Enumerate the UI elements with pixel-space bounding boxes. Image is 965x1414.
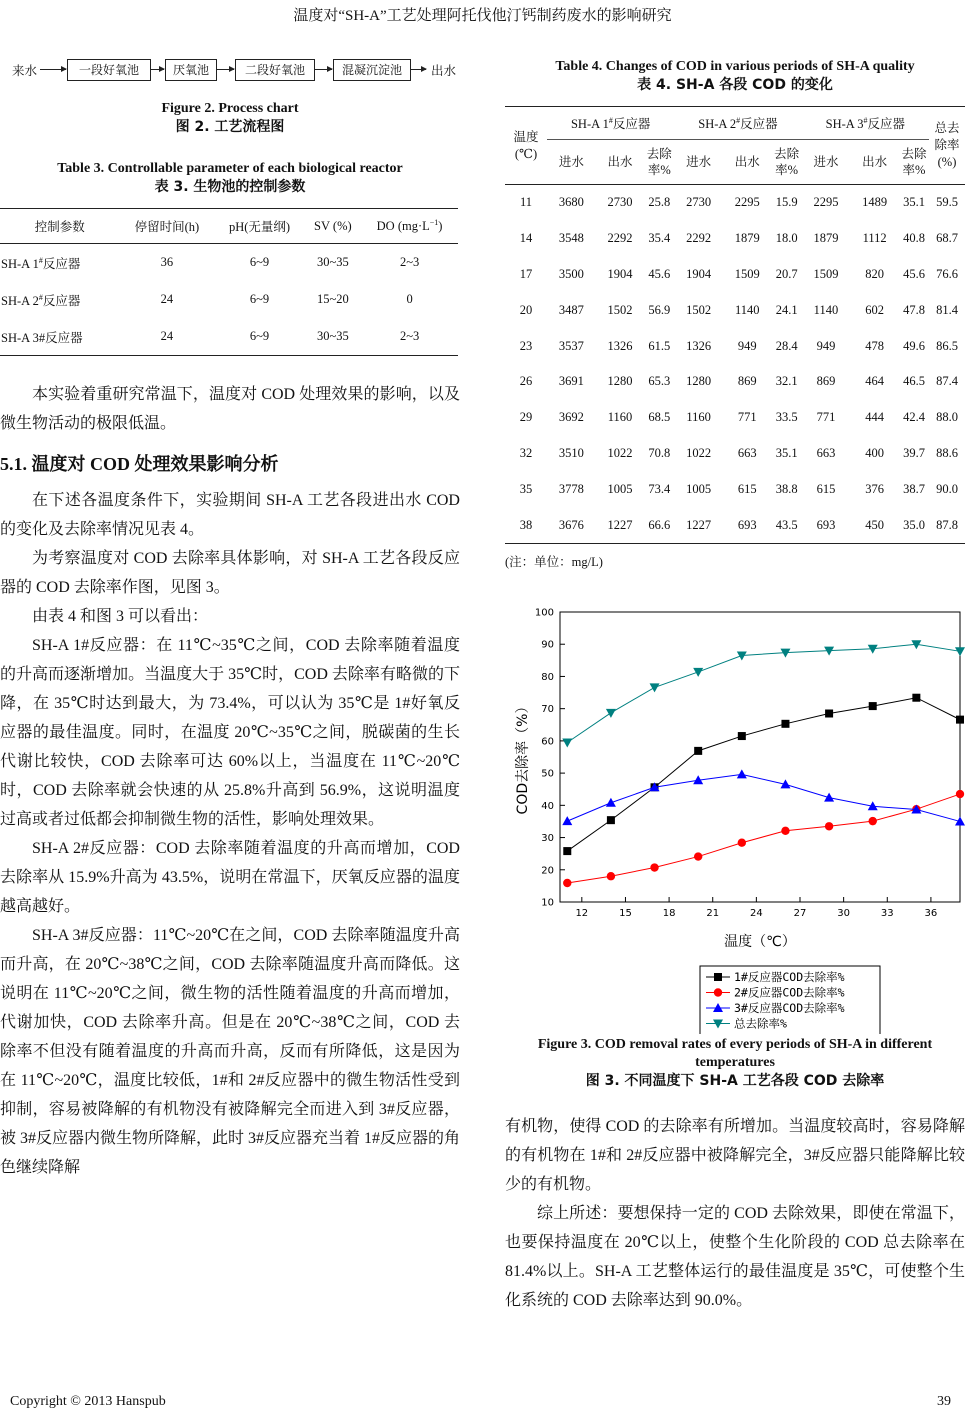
table-cell: 1227 bbox=[674, 507, 723, 543]
table-cell: 3548 bbox=[558, 231, 584, 246]
table-cell: 59.5 bbox=[936, 195, 958, 210]
table-row bbox=[505, 364, 965, 400]
table-cell: 663 bbox=[816, 445, 836, 460]
table4-subheader: 去除率% bbox=[899, 140, 929, 185]
table4-subheader: 出水 bbox=[596, 140, 645, 185]
table4-subheader: 进水 bbox=[674, 140, 723, 185]
table-cell: 42.4 bbox=[903, 410, 925, 425]
table4-group-header: SH-A 3#反应器 bbox=[802, 107, 929, 140]
table-cell: 25.8 bbox=[648, 195, 671, 210]
table-cell: 3778 bbox=[558, 481, 584, 496]
table4-subheader: 出水 bbox=[850, 140, 899, 185]
table-cell: 6~9 bbox=[249, 255, 270, 269]
table-cell: 87.4 bbox=[936, 374, 958, 389]
table-cell: 68.7 bbox=[936, 231, 958, 246]
table-cell: 1140 bbox=[735, 302, 760, 317]
table-cell: 35.0 bbox=[899, 507, 929, 543]
table-cell: 18.0 bbox=[775, 231, 798, 246]
table-cell: 869 bbox=[816, 374, 836, 389]
table-cell: 1140 bbox=[813, 302, 839, 317]
right-column bbox=[505, 50, 965, 1315]
table-cell: 444 bbox=[865, 410, 885, 425]
table-cell: 1904 bbox=[686, 266, 712, 281]
series-line bbox=[567, 644, 960, 742]
data-point-triangle-down bbox=[650, 683, 660, 692]
figure2-caption-en: Figure 2. Process chart bbox=[161, 101, 299, 116]
data-point-triangle-up bbox=[606, 798, 616, 807]
table-cell: 1160 bbox=[607, 410, 633, 425]
table-cell: 81.4 bbox=[936, 302, 958, 317]
data-point-square bbox=[956, 716, 964, 724]
table-cell: 70.8 bbox=[648, 445, 671, 460]
left-paragraph-4: 由表 4 和图 3 可以看出： bbox=[32, 608, 209, 625]
table-row bbox=[505, 221, 965, 257]
table-row bbox=[505, 471, 965, 507]
legend-label: 总去除率% bbox=[734, 1016, 787, 1031]
table-cell: 2730 bbox=[686, 195, 712, 210]
data-point-circle bbox=[781, 827, 789, 835]
table-cell: 949 bbox=[816, 338, 836, 353]
y-tick-label: 90 bbox=[541, 639, 554, 651]
flow-inlet-label: 来水 bbox=[12, 64, 38, 78]
y-tick-label: 60 bbox=[541, 736, 554, 748]
flow-box-coagulation: 混凝沉淀池 bbox=[333, 59, 411, 81]
table-cell: 1005 bbox=[686, 481, 712, 496]
table-cell: 23 bbox=[519, 338, 533, 353]
data-point-triangle-up bbox=[562, 816, 572, 825]
data-point-square bbox=[714, 973, 722, 981]
table-cell: 1904 bbox=[607, 266, 633, 281]
table-cell: 1280 bbox=[607, 374, 633, 389]
table4-group-header: SH-A 2#反应器 bbox=[674, 107, 801, 140]
table-cell: 76.6 bbox=[936, 266, 958, 281]
x-tick-label: 15 bbox=[619, 907, 632, 919]
table-cell: 1022 bbox=[686, 445, 712, 460]
data-point-circle bbox=[869, 817, 877, 825]
x-tick-label: 24 bbox=[749, 907, 763, 919]
left-paragraph-2: 在下述各温度条件下，实验期间 SH-A 工艺各段进出水 COD 的变化及去除率情况见表 4。 bbox=[0, 492, 460, 538]
data-point-circle bbox=[650, 863, 658, 871]
data-point-circle bbox=[607, 872, 615, 880]
table-cell: 14 bbox=[519, 231, 533, 246]
table-cell: 3691 bbox=[558, 374, 584, 389]
table-cell: 693 bbox=[723, 507, 772, 543]
data-point-square bbox=[738, 732, 746, 740]
x-tick-label: 18 bbox=[662, 907, 676, 919]
table-cell: 17 bbox=[519, 266, 533, 281]
data-point-square bbox=[912, 694, 920, 702]
table-cell: 1326 bbox=[607, 338, 633, 353]
data-point-circle bbox=[714, 988, 722, 996]
table-cell: 2295 bbox=[813, 195, 839, 210]
table4-total-header: 总去除率(%) bbox=[929, 107, 965, 185]
flow-box-anaerobic: 厌氧池 bbox=[165, 59, 217, 81]
data-point-triangle-down bbox=[737, 651, 747, 660]
table4-subheader: 去除率% bbox=[772, 140, 802, 185]
table-cell: 478 bbox=[865, 338, 885, 353]
table-cell: 35 bbox=[519, 481, 533, 496]
table-cell: 2292 bbox=[686, 231, 712, 246]
cod-removal-line-chart bbox=[505, 584, 965, 1034]
table-row bbox=[505, 507, 965, 543]
y-tick-label: 20 bbox=[541, 865, 554, 877]
table3-header: 停留时间(h) bbox=[119, 209, 214, 244]
table-cell: 771 bbox=[737, 410, 757, 425]
table4-caption-cn: 表 4. SH-A 各段 COD 的变化 bbox=[637, 77, 833, 93]
table-cell: 15~20 bbox=[316, 292, 349, 306]
data-point-square bbox=[694, 747, 702, 755]
series-line-group bbox=[562, 769, 965, 825]
data-point-triangle-down bbox=[562, 738, 572, 747]
table-cell: 450 bbox=[850, 507, 899, 543]
table-cell: 35.4 bbox=[648, 231, 671, 246]
data-point-square bbox=[607, 816, 615, 824]
table-row bbox=[505, 292, 965, 328]
x-tick-label: 21 bbox=[706, 907, 720, 919]
table-cell: 38 bbox=[505, 507, 547, 543]
table-cell: 20.7 bbox=[775, 266, 798, 281]
left-paragraph-1: 本实验着重研究常温下，温度对 COD 处理效果的影响，以及微生物活动的极限低温。 bbox=[0, 386, 460, 432]
table-row bbox=[505, 328, 965, 364]
table-cell: 1326 bbox=[686, 338, 712, 353]
running-header: 温度对“SH-A”工艺处理阿托伐他汀钙制药废水的影响研究 bbox=[293, 8, 672, 24]
x-tick-label: 33 bbox=[880, 907, 894, 919]
table-cell: 43.5 bbox=[772, 507, 802, 543]
table-cell: 615 bbox=[816, 481, 836, 496]
y-tick-label: 30 bbox=[541, 833, 554, 845]
table4-temp-header: 温度(℃) bbox=[505, 107, 547, 185]
table-cell: 3500 bbox=[558, 266, 584, 281]
table-cell: 2~3 bbox=[361, 318, 458, 356]
page-number: 39 bbox=[937, 1394, 951, 1409]
legend-label: 1#反应器COD去除率% bbox=[734, 969, 845, 984]
x-axis-label: 温度（℃） bbox=[724, 933, 796, 950]
table3 bbox=[0, 208, 458, 356]
series-line-group bbox=[563, 790, 964, 887]
table-cell: 3680 bbox=[558, 195, 584, 210]
table-cell: 32.1 bbox=[775, 374, 798, 389]
data-point-circle bbox=[825, 822, 833, 830]
table-cell: 1489 bbox=[862, 195, 888, 210]
table4-subheader: 进水 bbox=[802, 140, 851, 185]
table-cell: 24 bbox=[160, 292, 174, 306]
table-cell: 11 bbox=[519, 195, 533, 210]
table3-row-label: SH-A 3#反应器 bbox=[0, 318, 119, 356]
flow-arrow bbox=[40, 69, 66, 70]
left-paragraph-6: SH-A 2#反应器：COD 去除率随着温度的升高而增加，COD 去除率从 15.9%升高为 43.5%，说明在常温下，厌氧反应器的温度越高越好。 bbox=[0, 840, 460, 915]
table-cell: 66.6 bbox=[644, 507, 674, 543]
table-cell: 30~35 bbox=[316, 255, 349, 269]
table-cell: 1879 bbox=[813, 231, 839, 246]
x-tick-label: 30 bbox=[837, 907, 851, 919]
table4-subheader: 去除率% bbox=[644, 140, 674, 185]
data-point-circle bbox=[956, 790, 964, 798]
table-cell: 45.6 bbox=[648, 266, 671, 281]
table-row bbox=[505, 436, 965, 472]
data-point-square bbox=[563, 847, 571, 855]
y-tick-label: 80 bbox=[541, 671, 554, 683]
data-point-square bbox=[869, 702, 877, 710]
table-cell: 49.6 bbox=[903, 338, 925, 353]
series-line bbox=[567, 794, 960, 883]
table-cell: 693 bbox=[802, 507, 851, 543]
table3-header: pH(无量纲) bbox=[214, 209, 304, 244]
figure3-caption-en: Figure 3. COD removal rates of every periods of SH-A in different temperatures bbox=[537, 1036, 933, 1070]
figure3-chart bbox=[505, 584, 965, 1034]
table-cell: 400 bbox=[865, 445, 885, 460]
table-cell: 88.6 bbox=[936, 445, 958, 460]
process-flow-chart bbox=[0, 50, 460, 90]
series-line bbox=[567, 774, 960, 821]
table-cell: 38.8 bbox=[775, 481, 798, 496]
table-cell: 90.0 bbox=[936, 481, 958, 496]
series-line bbox=[567, 698, 960, 851]
table-cell: 1502 bbox=[686, 302, 712, 317]
table-cell: 2295 bbox=[734, 195, 760, 210]
data-point-triangle-down bbox=[955, 647, 965, 656]
table-cell: 56.9 bbox=[648, 302, 671, 317]
table-cell: 3510 bbox=[558, 445, 584, 460]
table-cell: 38.7 bbox=[903, 481, 925, 496]
figure3-caption-cn: 图 3. 不同温度下 SH-A 工艺各段 COD 去除率 bbox=[585, 1072, 885, 1089]
table4-note: (注：单位：mg/L) bbox=[505, 554, 603, 569]
table-cell: 3676 bbox=[547, 507, 596, 543]
table-cell: 615 bbox=[737, 481, 757, 496]
table-cell: 33.5 bbox=[775, 410, 798, 425]
table-row bbox=[0, 281, 458, 318]
series-line-group bbox=[563, 694, 964, 855]
table-cell: 88.0 bbox=[936, 410, 958, 425]
copyright-footer: Copyright © 2013 Hanspub bbox=[10, 1394, 166, 1409]
table3-row-label: SH-A 1#反应器 bbox=[1, 255, 81, 271]
plot-frame bbox=[560, 612, 960, 902]
table3-header: 控制参数 bbox=[0, 209, 119, 244]
table-cell: 2292 bbox=[607, 231, 633, 246]
table-cell: 376 bbox=[865, 481, 885, 496]
table3-caption-cn: 表 3. 生物池的控制参数 bbox=[154, 179, 306, 195]
y-tick-label: 100 bbox=[534, 607, 554, 619]
table-cell: 35.1 bbox=[903, 195, 925, 210]
table-cell: 32 bbox=[519, 445, 533, 460]
table-cell: 2~3 bbox=[399, 255, 420, 269]
flow-arrow bbox=[216, 69, 234, 70]
table-cell: 1227 bbox=[596, 507, 645, 543]
left-column bbox=[0, 50, 460, 1182]
table-cell: 73.4 bbox=[648, 481, 671, 496]
flow-box-stage2: 二段好氧池 bbox=[235, 59, 315, 81]
data-point-square bbox=[825, 709, 833, 717]
left-paragraph-5: SH-A 1#反应器：在 11℃~35℃之间，COD 去除率随着温度的升高而逐渐增加。当温度大于 35℃时，COD 去除率有略微的下降，在 35℃时达到最大，为 73.4%，可以认为 35℃是 1#好氧反应器的最佳温度。同时，在温度 20℃~35℃之间，脱碳菌的生长代谢比较快，COD 去除率可达 60%以上，当温度在 11℃~20℃时，COD 去除率就会快速的从 25.8%升高到 56.9%，这说明温度过高或者过低都会抑制微生物的活性，影响处理效果。 bbox=[0, 637, 460, 828]
table-cell: 949 bbox=[737, 338, 757, 353]
legend-label: 3#反应器COD去除率% bbox=[734, 1000, 845, 1015]
table-cell: 1879 bbox=[734, 231, 760, 246]
left-paragraph-3: 为考察温度对 COD 去除率具体影响，对 SH-A 工艺各段反应器的 COD 去除率作图，见图 3。 bbox=[0, 550, 460, 596]
table-cell: 24.1 bbox=[775, 302, 798, 317]
table-cell: 36 bbox=[160, 255, 174, 269]
table-cell: 3487 bbox=[558, 302, 584, 317]
table-cell: 869 bbox=[737, 374, 757, 389]
table-cell: 602 bbox=[865, 302, 885, 317]
y-tick-label: 50 bbox=[541, 768, 554, 780]
table-cell: 771 bbox=[816, 410, 836, 425]
table-cell: 1160 bbox=[686, 410, 711, 425]
table-row bbox=[505, 185, 965, 221]
table-cell: 663 bbox=[737, 445, 757, 460]
right-paragraph-2: 综上所述：要想保持一定的 COD 去除效果，即使在常温下，也要保持温度在 20℃以上，使整个生化阶段的 COD 总去除率在 81.4%以上。SH-A 工艺整体运行的最佳温度是 35℃，可使整个生化系统的 COD 去除率达到 90.0%。 bbox=[505, 1204, 965, 1309]
table-cell: 1509 bbox=[734, 266, 760, 281]
table-row bbox=[0, 244, 458, 282]
table-cell: 86.5 bbox=[936, 338, 958, 353]
data-point-circle bbox=[563, 879, 571, 887]
table-cell: 6~9 bbox=[214, 318, 304, 356]
y-tick-label: 10 bbox=[541, 897, 554, 909]
table-cell: 2730 bbox=[607, 195, 633, 210]
table-cell: 820 bbox=[865, 266, 885, 281]
table-cell: 1005 bbox=[607, 481, 633, 496]
data-point-triangle-down bbox=[606, 709, 616, 718]
table3-header: SV (%) bbox=[305, 209, 362, 244]
table4 bbox=[505, 106, 965, 544]
section-heading: 5.1. 温度对 COD 处理效果影响分析 bbox=[0, 454, 279, 474]
right-paragraph-1: 有机物，使得 COD 的去除率有所增加。当温度较高时，容易降解的有机物在 1#和 2#反应器中被降解完全，3#反应器只能降解比较少的有机物。 bbox=[505, 1117, 965, 1193]
flow-box-stage1: 一段好氧池 bbox=[67, 59, 151, 81]
left-paragraph-7: SH-A 3#反应器：11℃~20℃在之间，COD 去除率随温度升高而升高，在 20℃~38℃之间，COD 去除率随温度升高而降低。这说明在 11℃~20℃之间，微生物的活性随着温度的升高而增加，代谢加快，COD 去除率升高。但是在 20℃~38℃之间，COD 去除率不但没有随着温度的升高而升高，反而有所降低，这是因为在 11℃~20℃，温度比较低，1#和 2#反应器中的微生物活性受到抑制，容易被降解的有机物没有被降解完全而进入到 3#反应器，被 3#反应器内微生物所降解，此时 3#反应器充当着 1#反应器的角色继续降解 bbox=[0, 927, 461, 1176]
x-tick-label: 36 bbox=[924, 907, 938, 919]
table-cell: 40.8 bbox=[903, 231, 925, 246]
table-cell: 6~9 bbox=[249, 292, 270, 306]
table-cell: 1280 bbox=[686, 374, 712, 389]
table-cell: 0 bbox=[406, 292, 413, 306]
table3-caption-en: Table 3. Controllable parameter of each biological reactor bbox=[57, 161, 403, 176]
table-cell: 39.7 bbox=[903, 445, 925, 460]
figure2-caption-cn: 图 2. 工艺流程图 bbox=[175, 119, 285, 135]
x-tick-label: 27 bbox=[793, 907, 807, 919]
table-cell: 47.8 bbox=[903, 302, 925, 317]
table-cell: 3537 bbox=[558, 338, 584, 353]
y-tick-label: 70 bbox=[541, 704, 554, 716]
table-cell: 1509 bbox=[813, 266, 839, 281]
data-point-triangle-up bbox=[824, 793, 834, 802]
table-cell: 1022 bbox=[607, 445, 633, 460]
flow-arrow bbox=[410, 69, 426, 70]
table-cell: 464 bbox=[865, 374, 885, 389]
table-cell: 30~35 bbox=[305, 318, 362, 356]
table-cell: 46.5 bbox=[903, 374, 925, 389]
y-tick-label: 40 bbox=[541, 800, 554, 812]
table-cell: 26 bbox=[519, 374, 533, 389]
table3-header-do: DO $(mg\cdot L^{-1})$ bbox=[361, 209, 458, 244]
table-cell: 29 bbox=[519, 410, 533, 425]
legend-label: 2#反应器COD去除率% bbox=[734, 985, 845, 1000]
table-cell: 35.1 bbox=[775, 445, 798, 460]
table-cell: 1502 bbox=[607, 302, 633, 317]
table-cell: 45.6 bbox=[903, 266, 925, 281]
data-point-square bbox=[781, 720, 789, 728]
data-point-triangle-down bbox=[693, 668, 703, 677]
table-cell: 15.9 bbox=[775, 195, 798, 210]
data-point-circle bbox=[738, 838, 746, 846]
y-axis-label: COD去除率（%） bbox=[515, 699, 531, 815]
table-row bbox=[505, 257, 965, 293]
table-cell: 61.5 bbox=[648, 338, 671, 353]
x-tick-label: 12 bbox=[575, 907, 589, 919]
data-point-triangle-up bbox=[737, 769, 747, 778]
data-point-circle bbox=[694, 852, 702, 860]
table-cell: 65.3 bbox=[648, 374, 671, 389]
table4-caption-en: Table 4. Changes of COD in various periods of SH-A quality bbox=[555, 59, 915, 74]
table-row bbox=[0, 318, 458, 356]
table4-subheader: 进水 bbox=[547, 140, 596, 185]
flow-arrow bbox=[150, 69, 164, 70]
table-cell: 20 bbox=[519, 302, 533, 317]
table3-row-label: SH-A 2#反应器 bbox=[1, 292, 81, 308]
table-cell: 87.8 bbox=[929, 507, 965, 543]
table-cell: 68.5 bbox=[648, 410, 671, 425]
table-cell: 28.4 bbox=[775, 338, 798, 353]
table-cell: 24 bbox=[119, 318, 214, 356]
table-cell: 3692 bbox=[558, 410, 584, 425]
table4-group-header: SH-A 1#反应器 bbox=[547, 107, 674, 140]
flow-outlet-label: 出水 bbox=[431, 64, 457, 78]
flow-arrow bbox=[314, 69, 332, 70]
table4-subheader: 出水 bbox=[723, 140, 772, 185]
series-line-group bbox=[562, 640, 965, 747]
table-cell: 1112 bbox=[862, 231, 887, 246]
table-row bbox=[505, 400, 965, 436]
